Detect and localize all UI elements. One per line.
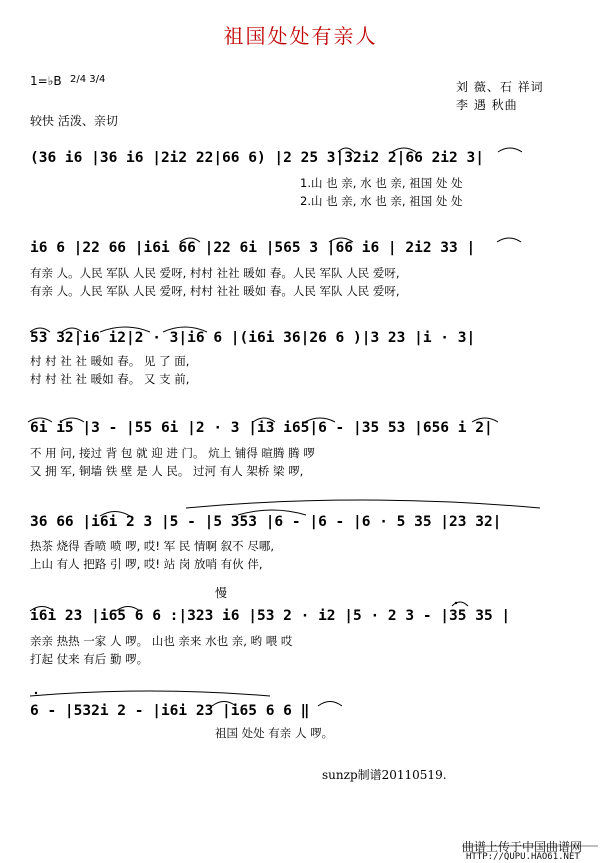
lyric-line: 打起 仗来 有后 勤 啰。 — [30, 652, 149, 666]
tempo-mark-slow: 慢 — [215, 586, 228, 600]
lyric-line: 亲亲 热热 一家 人 啰。 山也 亲来 水也 亲, 哟 喂 哎 — [30, 634, 293, 648]
key-signature: 1=♭B — [30, 74, 62, 88]
tempo-mark: 较快 活泼、亲切 — [30, 114, 118, 128]
time-signature: 2/4 3/4 — [70, 74, 106, 85]
notation-line: 6 - |532i 2 - |i6i 23 |i65 6 6 ‖ — [30, 703, 310, 719]
lyric-line: 祖国 处处 有亲 人 啰。 — [215, 726, 334, 740]
notation-line: 53 32|i6 i2|2 · 3|i6 6 |(i6i 36|26 6 )|3 23 |i · 3| — [30, 330, 476, 346]
lyric-line: 2.山 也 亲, 水 也 亲, 祖国 处 处 — [300, 194, 463, 208]
notation-line: (36 i6 |36 i6 |2i2 22|66 6) |2 25 3|32i2 2|66 2i2 3| — [30, 150, 484, 166]
notation-line: i6 6 |22 66 |i6i 66 |22 6i |565 3 |66 i6 | 2i2 33 | — [30, 240, 476, 256]
site-watermark-url: HTTP://QUPU.HAO61.NET — [466, 852, 580, 862]
credit-lyrics: 刘 薇、石 祥词 — [456, 80, 544, 94]
transcriber-credit: sunzp制谱20110519. — [322, 768, 447, 782]
lyric-line: 1.山 也 亲, 水 也 亲, 祖国 处 处 — [300, 176, 463, 190]
page-title: 祖国处处有亲人 — [223, 24, 378, 48]
lyric-line: 村 村 社 社 暖如 春。 见 了 面, — [30, 354, 190, 368]
lyric-line: 上山 有人 把路 引 啰, 哎! 站 岗 放哨 有伙 伴, — [30, 557, 263, 571]
lyric-line: 又 拥 军, 铜墙 铁 壁 是 人 民。 过河 有人 架桥 梁 啰, — [30, 464, 304, 478]
notation-line: i6i 23 |i65 6 6 :|323 i6 |53 2 · i2 |5 · 2 3 - |35 35 | — [30, 608, 511, 624]
site-watermark: 曲谱上传于中国曲谱网 — [462, 840, 583, 854]
credit-music: 李 遇 秋曲 — [456, 98, 518, 112]
notation-line: 36 66 |i6i 2 3 |5 - |5 353 |6 - |6 - |6 · 5 35 |23 32| — [30, 514, 502, 530]
lyric-line: 有亲 人。人民 军队 人民 爱呀, 村村 社社 暖如 春。人民 军队 人民 爱呀, — [30, 284, 400, 298]
notation-line: 6i i5 |3 - |55 6i |2 · 3 |i3 i65|6 - |35 53 |656 i 2| — [30, 420, 493, 436]
lyric-line: 有亲 人。人民 军队 人民 爱呀, 村村 社社 暖如 春。人民 军队 人民 爱呀, — [30, 266, 400, 280]
lyric-line: 不 用 问, 接过 背 包 就 迎 进 门。 炕上 铺得 暄腾 腾 啰 — [30, 446, 315, 460]
lyric-line: 热茶 烧得 香喷 喷 啰, 哎! 军 民 情啊 叙不 尽哪, — [30, 539, 274, 553]
lyric-line: 村 村 社 社 暖如 春。 又 支 前, — [30, 372, 190, 386]
